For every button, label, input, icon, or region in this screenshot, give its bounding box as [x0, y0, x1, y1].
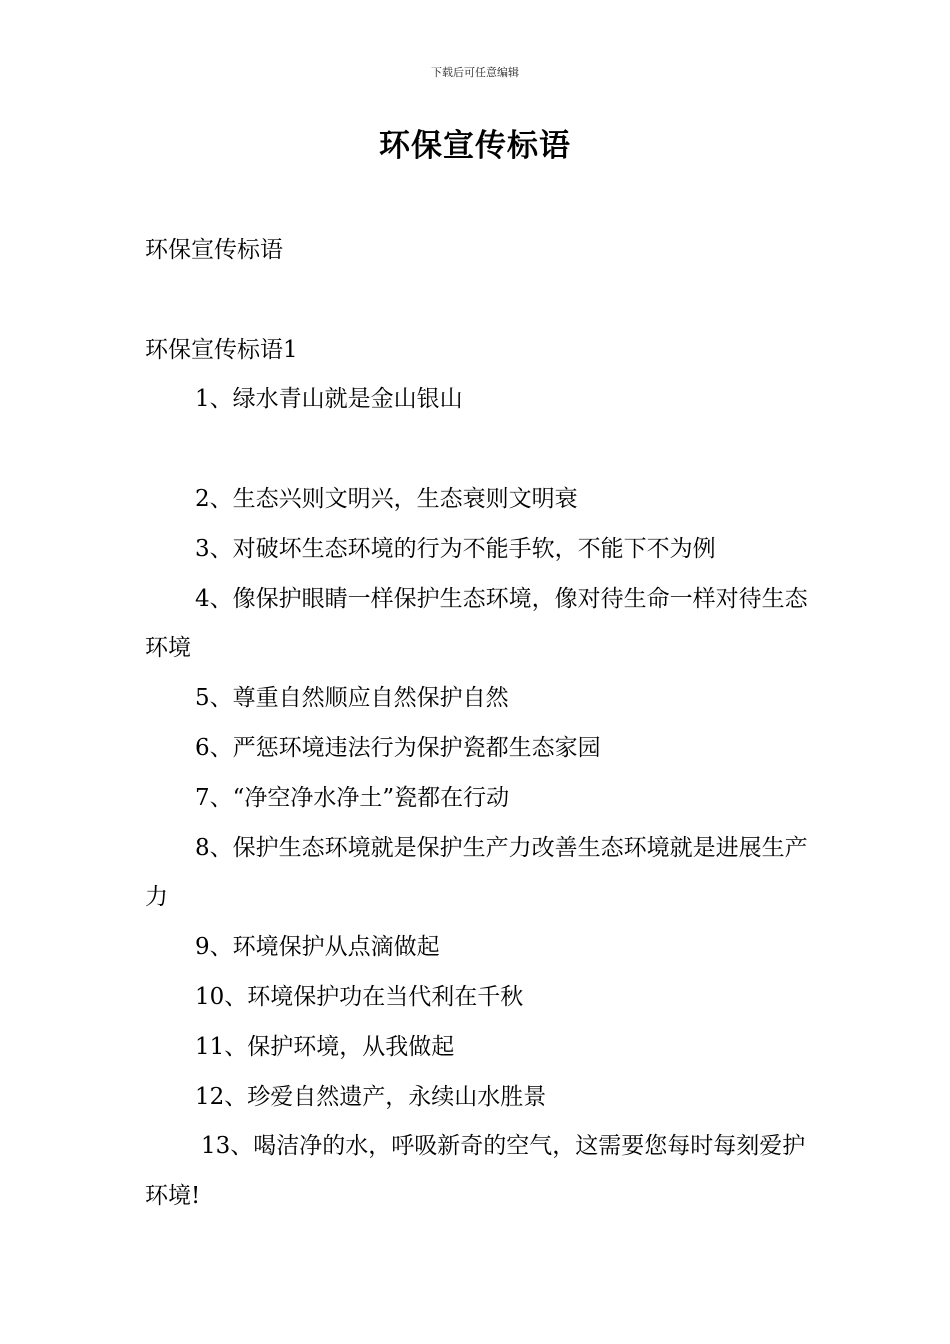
list-item: 8、保护生态环境就是保护生产力改善生态环境就是进展生产力: [145, 834, 808, 911]
list-item: 2、生态兴则文明兴，生态衰则文明衰: [195, 485, 578, 512]
list-item: 11、保护环境，从我做起: [195, 1033, 455, 1060]
list-item: 5、尊重自然顺应自然保护自然: [195, 685, 509, 712]
blank-line: [145, 425, 810, 475]
list-item: 6、严惩环境违法行为保护瓷都生态家园: [195, 734, 601, 761]
list-item: 3、对破坏生态环境的行为不能手软，不能下不为例: [195, 535, 716, 562]
list-item: 13、喝洁净的水，呼吸新奇的空气，这需要您每时每刻爱护环境!: [145, 1133, 806, 1210]
header-note: 下载后可任意编辑: [431, 66, 519, 79]
list-item: 7、“净空净水净土”瓷都在行动: [195, 784, 510, 811]
list-item: 12、珍爱自然遗产，永续山水胜景: [195, 1083, 547, 1110]
subtitle: 环保宣传标语: [145, 237, 283, 263]
list-item: 1、绿水青山就是金山银山: [195, 386, 463, 413]
document-title: 环保宣传标语: [379, 128, 571, 164]
document-body: [145, 226, 810, 1222]
section-heading: 环保宣传标语1: [145, 336, 298, 363]
list-item: 9、环境保护从点滴做起: [195, 934, 440, 961]
list-item: 10、环境保护功在当代利在千秋: [195, 983, 524, 1010]
blank-line: [145, 276, 810, 326]
list-item: 4、像保护眼睛一样保护生态环境，像对待生命一样对待生态环境: [145, 585, 808, 662]
